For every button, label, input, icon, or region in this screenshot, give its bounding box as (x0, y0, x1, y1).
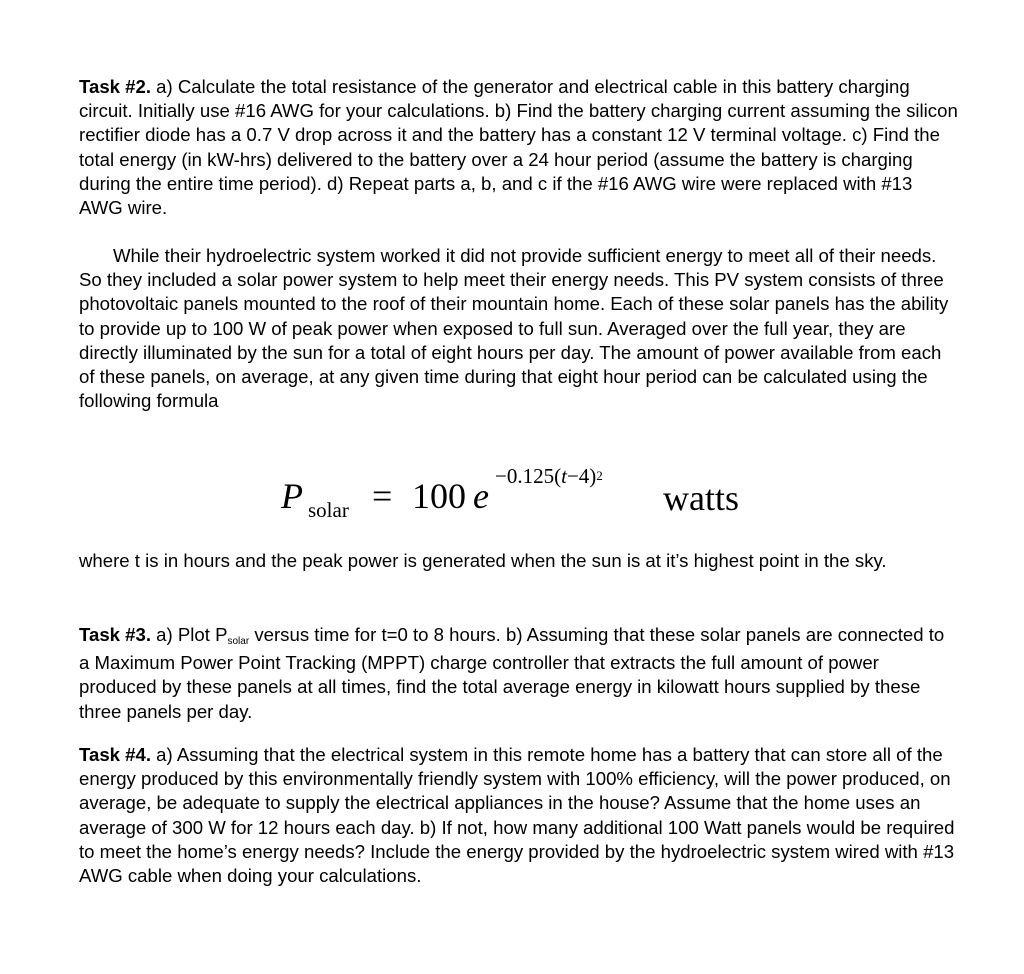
exponent-variable: t (561, 464, 567, 488)
equation-coefficient: 100 (412, 476, 466, 516)
equation-equals: = (372, 476, 393, 516)
intro-paragraph: While their hydroelectric system worked it did not provide sufficient energy to meet all of their needs. So they included a solar power system to help meet their energy needs. This PV system consists of three photovoltaic panels mounted to the roof of their mountain home. Each of these solar panels has the ability to provide up to 100 W of peak power when exposed to full sun. Averaged over the full year, they are directly illuminated by the sun for a total of eight hours per day. The amount of power available from each of these panels, on average, at any given time during that eight hour period can be calculated using the following formula (79, 245, 949, 412)
exponent-coefficient: −0.125 (495, 464, 555, 488)
equation-symbol: P (281, 476, 303, 516)
equation-subscript: solar (308, 498, 349, 522)
solar-power-equation (281, 464, 781, 530)
equation-units: watts (663, 478, 739, 518)
task-2-text: a) Calculate the total resistance of the generator and electrical cable in this battery charging circuit. Initially use #16 AWG for your calculations. b) Find the battery charging current assuming the silicon rectifier diode has a 0.7 V drop across it and the battery has a constant 12 V terminal voltage. c) Find the total energy (in kW-hrs) delivered to the battery over a 24 hour period (assume the battery is charging during the entire time period). d) Repeat parts a, b, and c if the #16 AWG wire were replaced with #13 AWG wire. (79, 76, 958, 219)
task-4-label: Task #4. (79, 744, 152, 765)
exponent-rest: −4) (566, 464, 597, 488)
task-3-subscript: solar (227, 636, 250, 647)
task-4-text: a) Assuming that the electrical system in this remote home has a battery that can store all of the energy produced by this environmentally friendly system with 100% efficiency, will the power produced, on average, be adequate to supply the electrical appliances in the house? Assume that the home uses an average of 300 W for 12 hours each day. b) If not, how many additional 100 Watt panels would be required to meet the home’s energy needs? Include the energy provided by the hydroelectric system wired with #13 AWG cable when doing your calculations. (79, 744, 955, 887)
task-4-paragraph (79, 743, 959, 888)
where-paragraph: where t is in hours and the peak power is generated when the sun is at it’s highest point in the sky. (79, 550, 887, 571)
task-3-text-before: a) Plot P (151, 624, 228, 645)
task-3-paragraph (79, 623, 959, 724)
equation-exponent (495, 464, 603, 491)
exponent-open-paren: ( (554, 464, 562, 488)
task-3-text-after: versus time for t=0 to 8 hours. b) Assuming that these solar panels are connected to a Maximum Power Point Tracking (MPPT) charge controller that extracts the full amount of power produced by these panels at all times, find the total average energy in kilowatt hours supplied by these three panels per day. (79, 624, 945, 722)
equation-base: e (473, 476, 489, 516)
task-2-label: Task #2. (79, 76, 152, 97)
task-2-paragraph (79, 75, 959, 220)
task-3-label: Task #3. (79, 624, 152, 645)
exponent-power: 2 (596, 468, 603, 483)
